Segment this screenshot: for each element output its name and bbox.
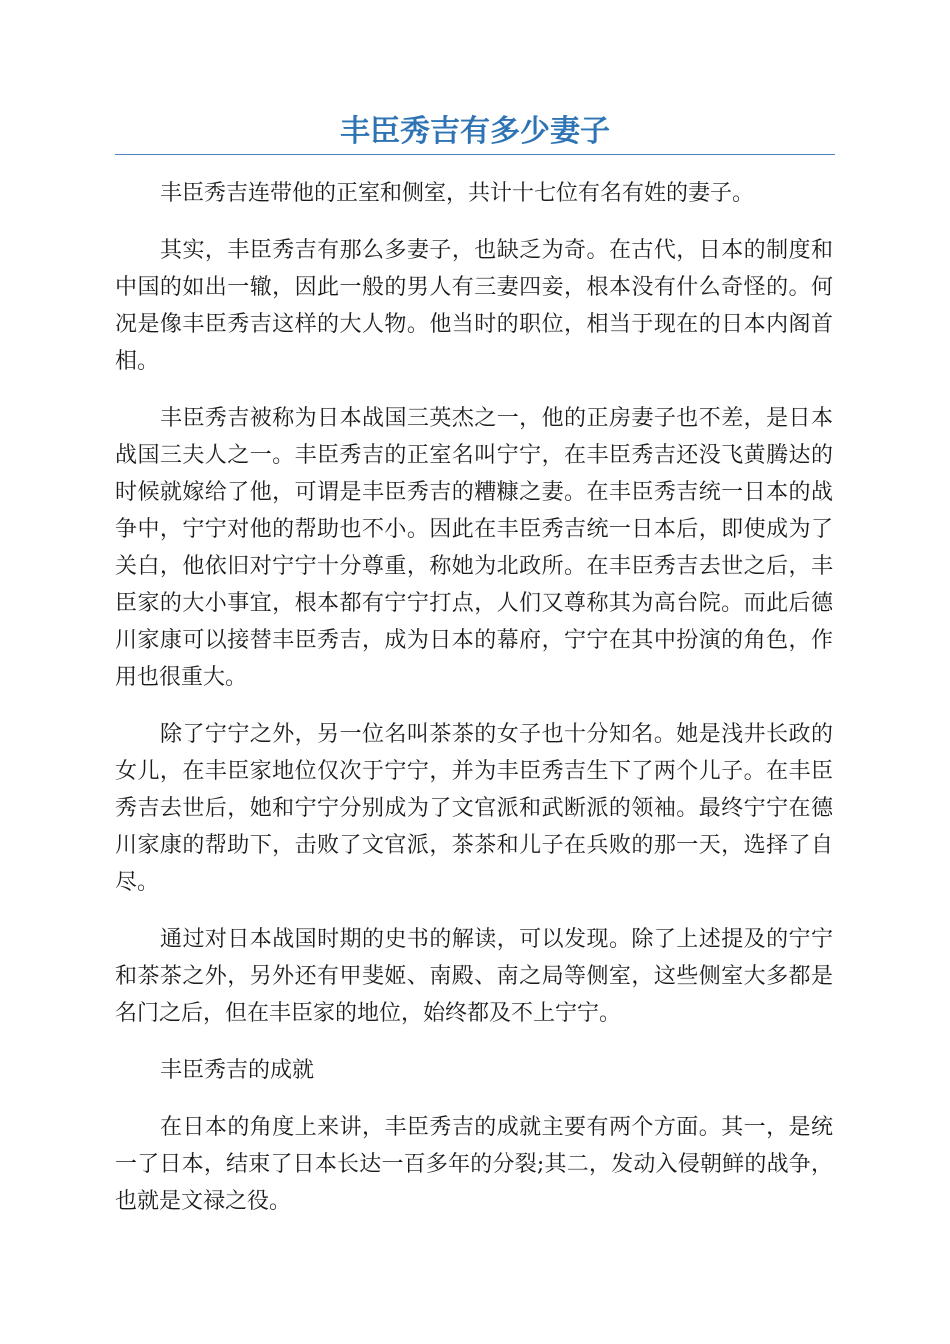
- paragraph-7: 在日本的角度上来讲，丰臣秀吉的成就主要有两个方面。其一，是统一了日本，结束了日本长达一百多年的分裂;其二，发动入侵朝鲜的战争，也就是文禄之役。: [115, 1115, 833, 1214]
- section-heading-achievements: 丰臣秀吉的成就: [160, 1058, 315, 1083]
- document-title: 丰臣秀吉有多少妻子: [340, 114, 610, 149]
- title-underline: [115, 154, 835, 155]
- paragraph-3: 丰臣秀吉被称为日本战国三英杰之一，他的正房妻子也不差，是日本战国三夫人之一。丰臣秀吉的正室名叫宁宁，在丰臣秀吉还没飞黄腾达的时候就嫁给了他，可谓是丰臣秀吉的糟糠之妻。在丰臣秀吉统一日本的战争中，宁宁对他的帮助也不小。因此在丰臣秀吉统一日本后，即使成为了关白，他依旧对宁宁十分尊重，称她为北政所。在丰臣秀吉去世之后，丰臣家的大小事宜，根本都有宁宁打点，人们又尊称其为高台院。而此后德川家康可以接替丰臣秀吉，成为日本的幕府，宁宁在其中扮演的角色，作用也很重大。: [115, 406, 833, 690]
- document-body: [115, 175, 833, 1220]
- paragraph-4: 除了宁宁之外，另一位名叫茶茶的女子也十分知名。她是浅井长政的女儿，在丰臣家地位仅次于宁宁，并为丰臣秀吉生下了两个儿子。在丰臣秀吉去世后，她和宁宁分别成为了文官派和武断派的领袖。最终宁宁在德川家康的帮助下，击败了文官派，茶茶和儿子在兵败的那一天，选择了自尽。: [115, 722, 833, 895]
- paragraph-5: 通过对日本战国时期的史书的解读，可以发现。除了上述提及的宁宁和茶茶之外，另外还有甲斐姬、南殿、南之局等侧室，这些侧室大多都是名门之后，但在丰臣家的地位，始终都及不上宁宁。: [115, 927, 833, 1026]
- paragraph-2: 其实，丰臣秀吉有那么多妻子，也缺乏为奇。在古代，日本的制度和中国的如出一辙，因此一般的男人有三妻四妾，根本没有什么奇怪的。何况是像丰臣秀吉这样的大人物。他当时的职位，相当于现在的日本内阁首相。: [115, 238, 833, 374]
- paragraph-1: 丰臣秀吉连带他的正室和侧室，共计十七位有名有姓的妻子。: [160, 181, 755, 206]
